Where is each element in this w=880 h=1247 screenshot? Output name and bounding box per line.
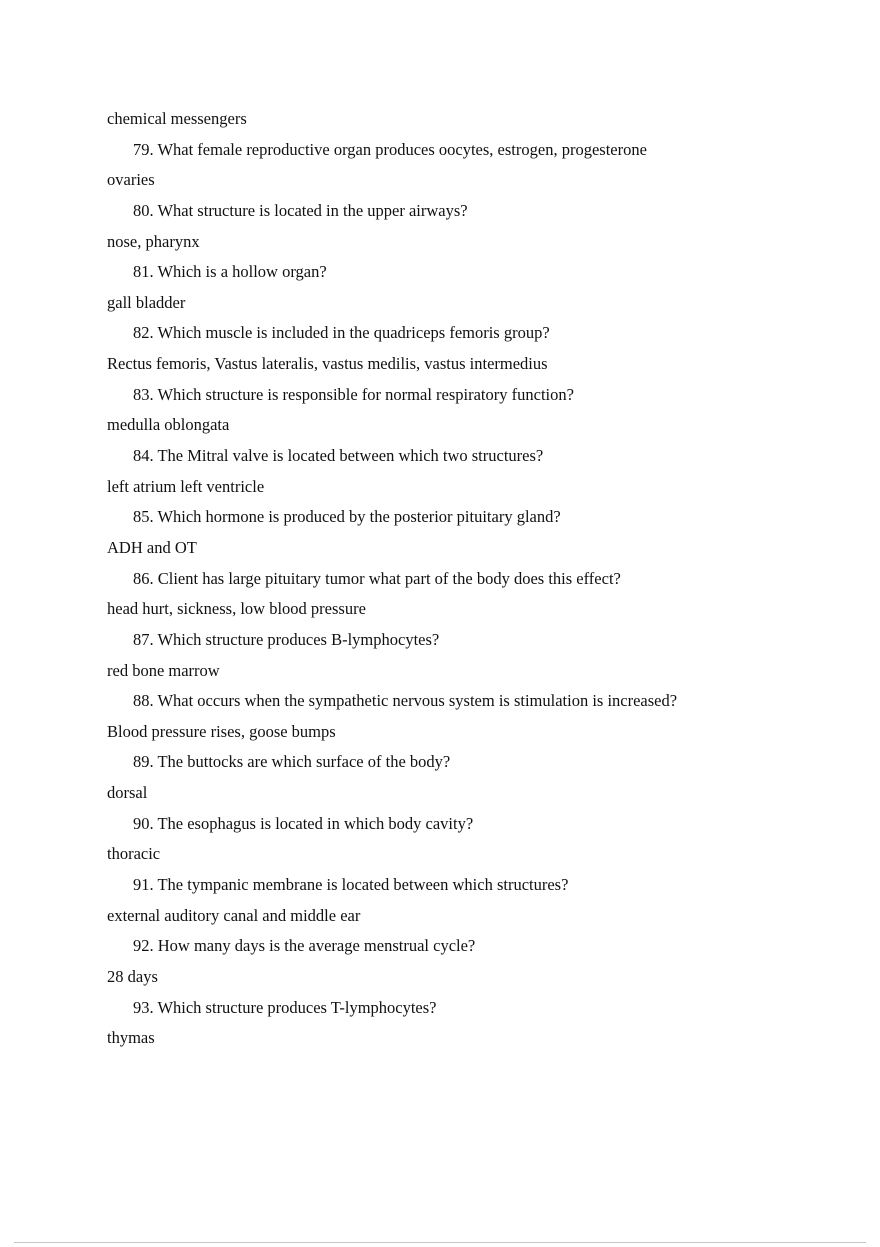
answer-line: ovaries xyxy=(107,170,155,190)
answer-line: external auditory canal and middle ear xyxy=(107,905,361,925)
answer-line: thymas xyxy=(107,1028,155,1048)
question-line: 79. What female reproductive organ produces oocytes, estrogen, progesterone xyxy=(133,139,647,159)
answer-line: ADH and OT xyxy=(107,537,197,557)
answer-line: Rectus femoris, Vastus lateralis, vastus medilis, vastus intermedius xyxy=(107,354,548,374)
question-line: 82. Which muscle is included in the quadriceps femoris group? xyxy=(133,323,550,343)
question-line: 85. Which hormone is produced by the posterior pituitary gland? xyxy=(133,507,561,527)
answer-line: thoracic xyxy=(107,844,161,864)
question-line: 93. Which structure produces T-lymphocytes? xyxy=(133,997,437,1017)
question-line: 84. The Mitral valve is located between which two structures? xyxy=(133,446,544,466)
answer-line: left atrium left ventricle xyxy=(107,476,265,496)
question-line: 88. What occurs when the sympathetic nervous system is stimulation is increased? xyxy=(133,691,678,711)
question-line: 86. Client has large pituitary tumor what part of the body does this effect? xyxy=(133,568,621,588)
answer-line: gall bladder xyxy=(107,292,186,312)
answer-line: Blood pressure rises, goose bumps xyxy=(107,721,336,741)
question-line: 81. Which is a hollow organ? xyxy=(133,262,327,282)
answer-line: head hurt, sickness, low blood pressure xyxy=(107,599,366,619)
answer-line: chemical messengers xyxy=(107,109,247,128)
question-line: 92. How many days is the average menstrual cycle? xyxy=(133,936,476,956)
question-line: 89. The buttocks are which surface of the body? xyxy=(133,752,451,772)
question-line: 83. Which structure is responsible for normal respiratory function? xyxy=(133,384,574,404)
question-line: 90. The esophagus is located in which body cavity? xyxy=(133,813,474,833)
question-line: 80. What structure is located in the upper airways? xyxy=(133,200,468,220)
qa-list xyxy=(107,104,807,1054)
question-line: 87. Which structure produces B-lymphocytes? xyxy=(133,629,440,649)
answer-line: red bone marrow xyxy=(107,660,220,680)
answer-line: nose, pharynx xyxy=(107,231,200,251)
answer-line: 28 days xyxy=(107,966,158,986)
question-line: 91. The tympanic membrane is located between which structures? xyxy=(133,875,569,895)
footer-divider xyxy=(14,1242,866,1243)
answer-line: medulla oblongata xyxy=(107,415,230,435)
answer-line: dorsal xyxy=(107,783,148,803)
